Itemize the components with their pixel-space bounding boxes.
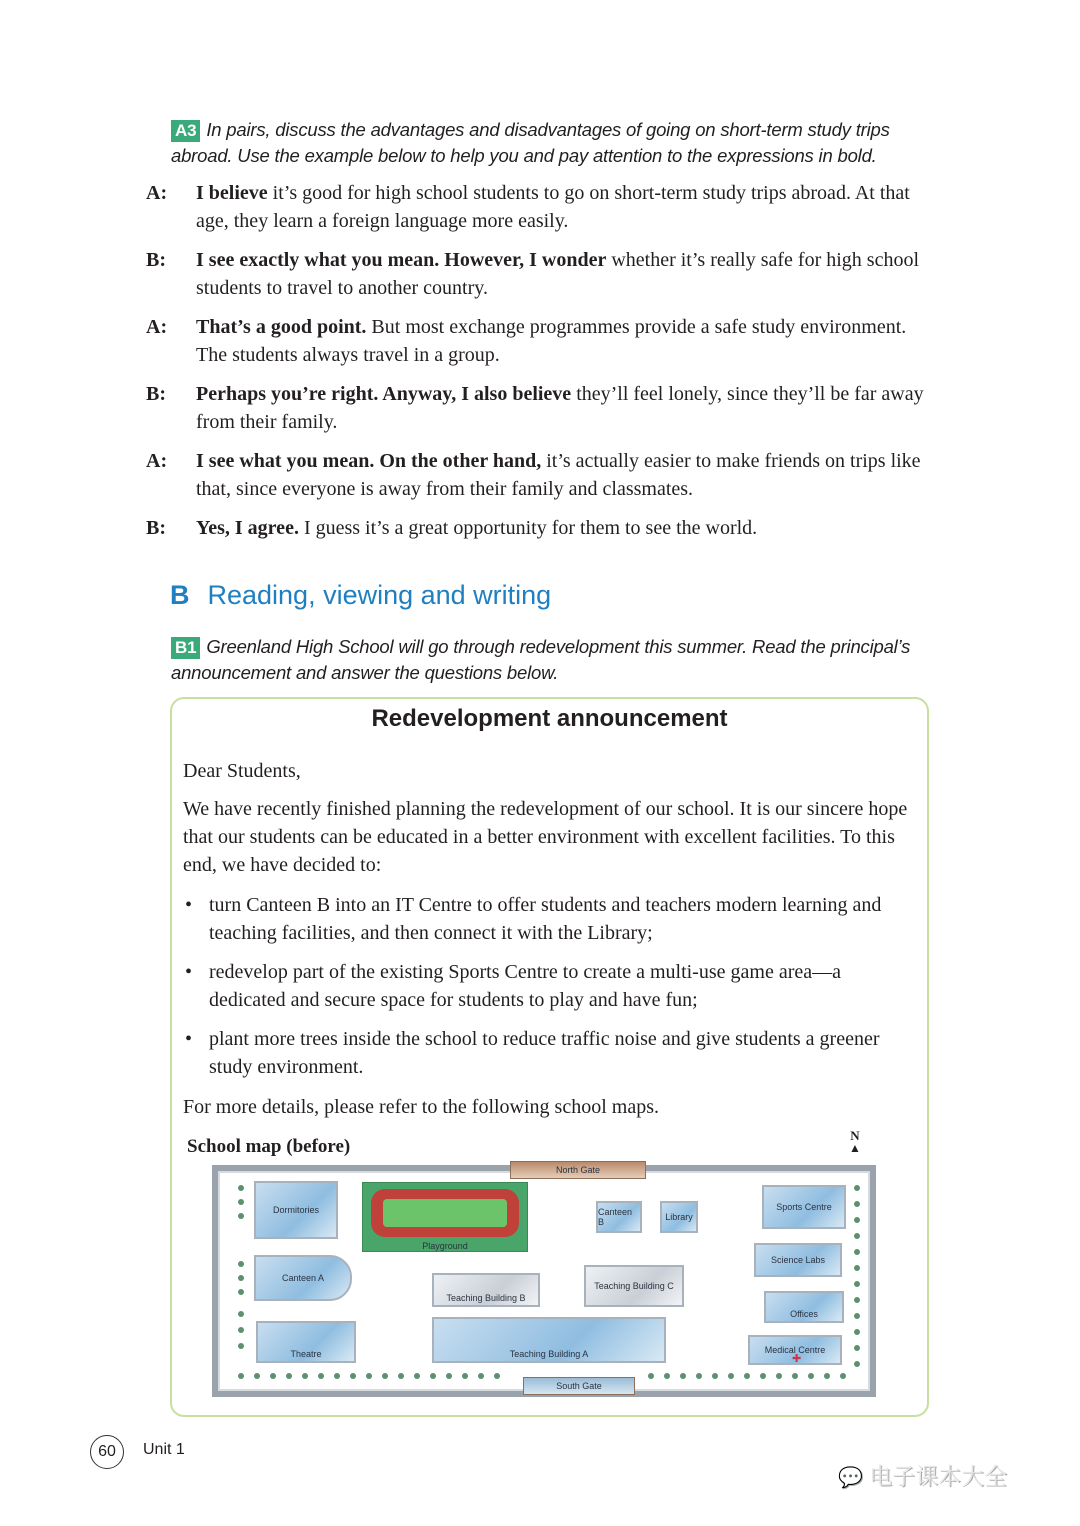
- tree-icon: [238, 1343, 244, 1349]
- bullet-list: [183, 891, 908, 1081]
- tree-icon: [760, 1373, 766, 1379]
- tree-icon: [238, 1261, 244, 1267]
- tree-icon: [238, 1373, 244, 1379]
- announcement-title: Redevelopment announcement: [371, 705, 728, 732]
- dialogue-line: [146, 246, 931, 302]
- sports-centre: Sports Centre: [762, 1185, 846, 1229]
- tree-icon: [238, 1213, 244, 1219]
- tree-icon: [744, 1373, 750, 1379]
- tree-icon: [254, 1373, 260, 1379]
- north-gate: North Gate: [510, 1161, 646, 1179]
- dialogue-text: it’s good for high school students to go on short-term study trips abroad. At that age, they learn a foreign language more easily.: [196, 182, 910, 232]
- tree-icon: [712, 1373, 718, 1379]
- section-heading: [170, 580, 551, 611]
- tree-icon: [238, 1199, 244, 1205]
- key-expression: Perhaps you’re right. Anyway, I also believe: [196, 383, 572, 405]
- tree-icon: [238, 1275, 244, 1281]
- tree-icon: [350, 1373, 356, 1379]
- watermark: [838, 1458, 1007, 1491]
- section-title: Reading, viewing and writing: [207, 580, 552, 610]
- tree-icon: [366, 1373, 372, 1379]
- closing-paragraph: For more details, please refer to the following school maps.: [183, 1096, 659, 1118]
- key-expression: I believe: [196, 182, 268, 204]
- tree-icon: [680, 1373, 686, 1379]
- tree-icon: [808, 1373, 814, 1379]
- dialogue-line: [146, 447, 931, 503]
- tree-icon: [446, 1373, 452, 1379]
- dialogue: [146, 179, 931, 553]
- tree-icon: [430, 1373, 436, 1379]
- tree-icon: [728, 1373, 734, 1379]
- tree-icon: [462, 1373, 468, 1379]
- tree-icon: [792, 1373, 798, 1379]
- tree-icon: [238, 1327, 244, 1333]
- b1-tag: B1: [171, 637, 200, 659]
- tree-icon: [854, 1345, 860, 1351]
- playground: Playground: [362, 1182, 528, 1252]
- north-arrow-icon: N ▲: [849, 1128, 861, 1155]
- dialogue-text: they’ll feel lonely, since they’ll be far away from their family.: [196, 383, 924, 433]
- teaching-building-c: Teaching Building C: [584, 1265, 684, 1307]
- speaker-label: B:: [146, 383, 166, 405]
- dialogue-line: [146, 313, 931, 369]
- dialogue-line: [146, 514, 931, 542]
- tree-icon: [334, 1373, 340, 1379]
- page-number: 60: [90, 1435, 124, 1469]
- key-expression: I see what you mean. On the other hand,: [196, 450, 542, 472]
- tree-icon: [854, 1217, 860, 1223]
- tree-icon: [664, 1373, 670, 1379]
- intro-paragraph: We have recently finished planning the redevelopment of our school. It is our sincere hope that our students can be educated in a better environment with excellent facilities. To this end, we have decided to:: [183, 798, 908, 876]
- tree-icon: [854, 1249, 860, 1255]
- canteen-b: Canteen B: [596, 1201, 642, 1233]
- tree-icon: [854, 1201, 860, 1207]
- tree-icon: [382, 1373, 388, 1379]
- dialogue-line: [146, 380, 931, 436]
- wechat-icon: 💬: [838, 1467, 863, 1489]
- speaker-label: B:: [146, 517, 166, 539]
- teaching-building-a: Teaching Building A: [432, 1317, 666, 1363]
- announcement-panel: [170, 697, 929, 1417]
- tree-icon: [854, 1361, 860, 1367]
- speaker-label: A:: [146, 316, 168, 338]
- watermark-text: 电子课本大全: [869, 1463, 1008, 1489]
- unit-label: Unit 1: [143, 1441, 185, 1458]
- tree-icon: [854, 1265, 860, 1271]
- tree-icon: [238, 1289, 244, 1295]
- tree-icon: [398, 1373, 404, 1379]
- dialogue-text: I guess it’s a great opportunity for them to see the world.: [298, 517, 758, 539]
- speaker-label: A:: [146, 450, 168, 472]
- key-expression: That’s a good point.: [196, 316, 367, 338]
- north-label: N: [850, 1128, 860, 1143]
- dialogue-text: whether it’s really safe for high school students to travel to another country.: [196, 249, 920, 299]
- tree-icon: [854, 1329, 860, 1335]
- greeting: Dear Students,: [183, 760, 301, 782]
- canteen-a: Canteen A: [254, 1255, 352, 1301]
- speaker-label: A:: [146, 182, 168, 204]
- tree-icon: [824, 1373, 830, 1379]
- map-title: School map (before): [187, 1136, 351, 1157]
- bullet-item: • redevelop part of the existing Sports Centre to create a multi-use game area—a dedicated and secure space for students to play and have fun;: [183, 958, 908, 1014]
- tree-icon: [478, 1373, 484, 1379]
- b1-instruction-text: Greenland High School will go through redevelopment this summer. Read the principal’s announcement and answer the questions below.: [171, 636, 911, 683]
- tree-icon: [840, 1373, 846, 1379]
- tree-icon: [286, 1373, 292, 1379]
- speaker-label: B:: [146, 249, 166, 271]
- dialogue-line: [146, 179, 931, 235]
- science-labs: Science Labs: [754, 1243, 842, 1277]
- tree-icon: [854, 1297, 860, 1303]
- tree-icon: [318, 1373, 324, 1379]
- offices: Offices: [764, 1291, 844, 1323]
- a3-instruction-text: In pairs, discuss the advantages and disadvantages of going on short-term study trips abroad. Use the example below to help you and pay attention to the expressions in bold.: [171, 119, 890, 166]
- tree-icon: [302, 1373, 308, 1379]
- south-gate: South Gate: [523, 1377, 635, 1395]
- dialogue-text: But most exchange programmes provide a safe study environment. The students always travel in a group.: [196, 316, 907, 366]
- tree-icon: [854, 1313, 860, 1319]
- tree-icon: [414, 1373, 420, 1379]
- dialogue-text: it’s actually easier to make friends on trips like that, since everyone is away from their family and classmates.: [196, 450, 921, 500]
- theatre: Theatre: [256, 1321, 356, 1363]
- tree-icon: [648, 1373, 654, 1379]
- tree-icon: [270, 1373, 276, 1379]
- section-letter: B: [170, 580, 190, 610]
- school-map: [212, 1165, 876, 1397]
- tree-icon: [696, 1373, 702, 1379]
- bullet-item: • turn Canteen B into an IT Centre to offer students and teachers modern learning and teaching facilities, and then connect it with the Library;: [183, 891, 908, 947]
- tree-icon: [854, 1281, 860, 1287]
- tree-icon: [854, 1233, 860, 1239]
- medical-centre: Medical Centre ✚: [748, 1335, 842, 1365]
- tree-icon: [238, 1311, 244, 1317]
- tree-icon: [776, 1373, 782, 1379]
- dormitories: Dormitories: [254, 1181, 338, 1239]
- tree-icon: [854, 1185, 860, 1191]
- library: Library: [660, 1201, 698, 1233]
- b1-instruction: [171, 634, 926, 686]
- a3-instruction: [171, 117, 911, 169]
- teaching-building-b: Teaching Building B: [432, 1273, 540, 1307]
- tree-icon: [238, 1185, 244, 1191]
- bullet-item: • plant more trees inside the school to reduce traffic noise and give students a greener study environment.: [183, 1025, 908, 1081]
- medical-cross-icon: ✚: [792, 1353, 802, 1365]
- a3-tag: A3: [171, 120, 200, 142]
- key-expression: I see exactly what you mean. However, I wonder: [196, 249, 607, 271]
- tree-icon: [494, 1373, 500, 1379]
- key-expression: Yes, I agree.: [196, 517, 299, 539]
